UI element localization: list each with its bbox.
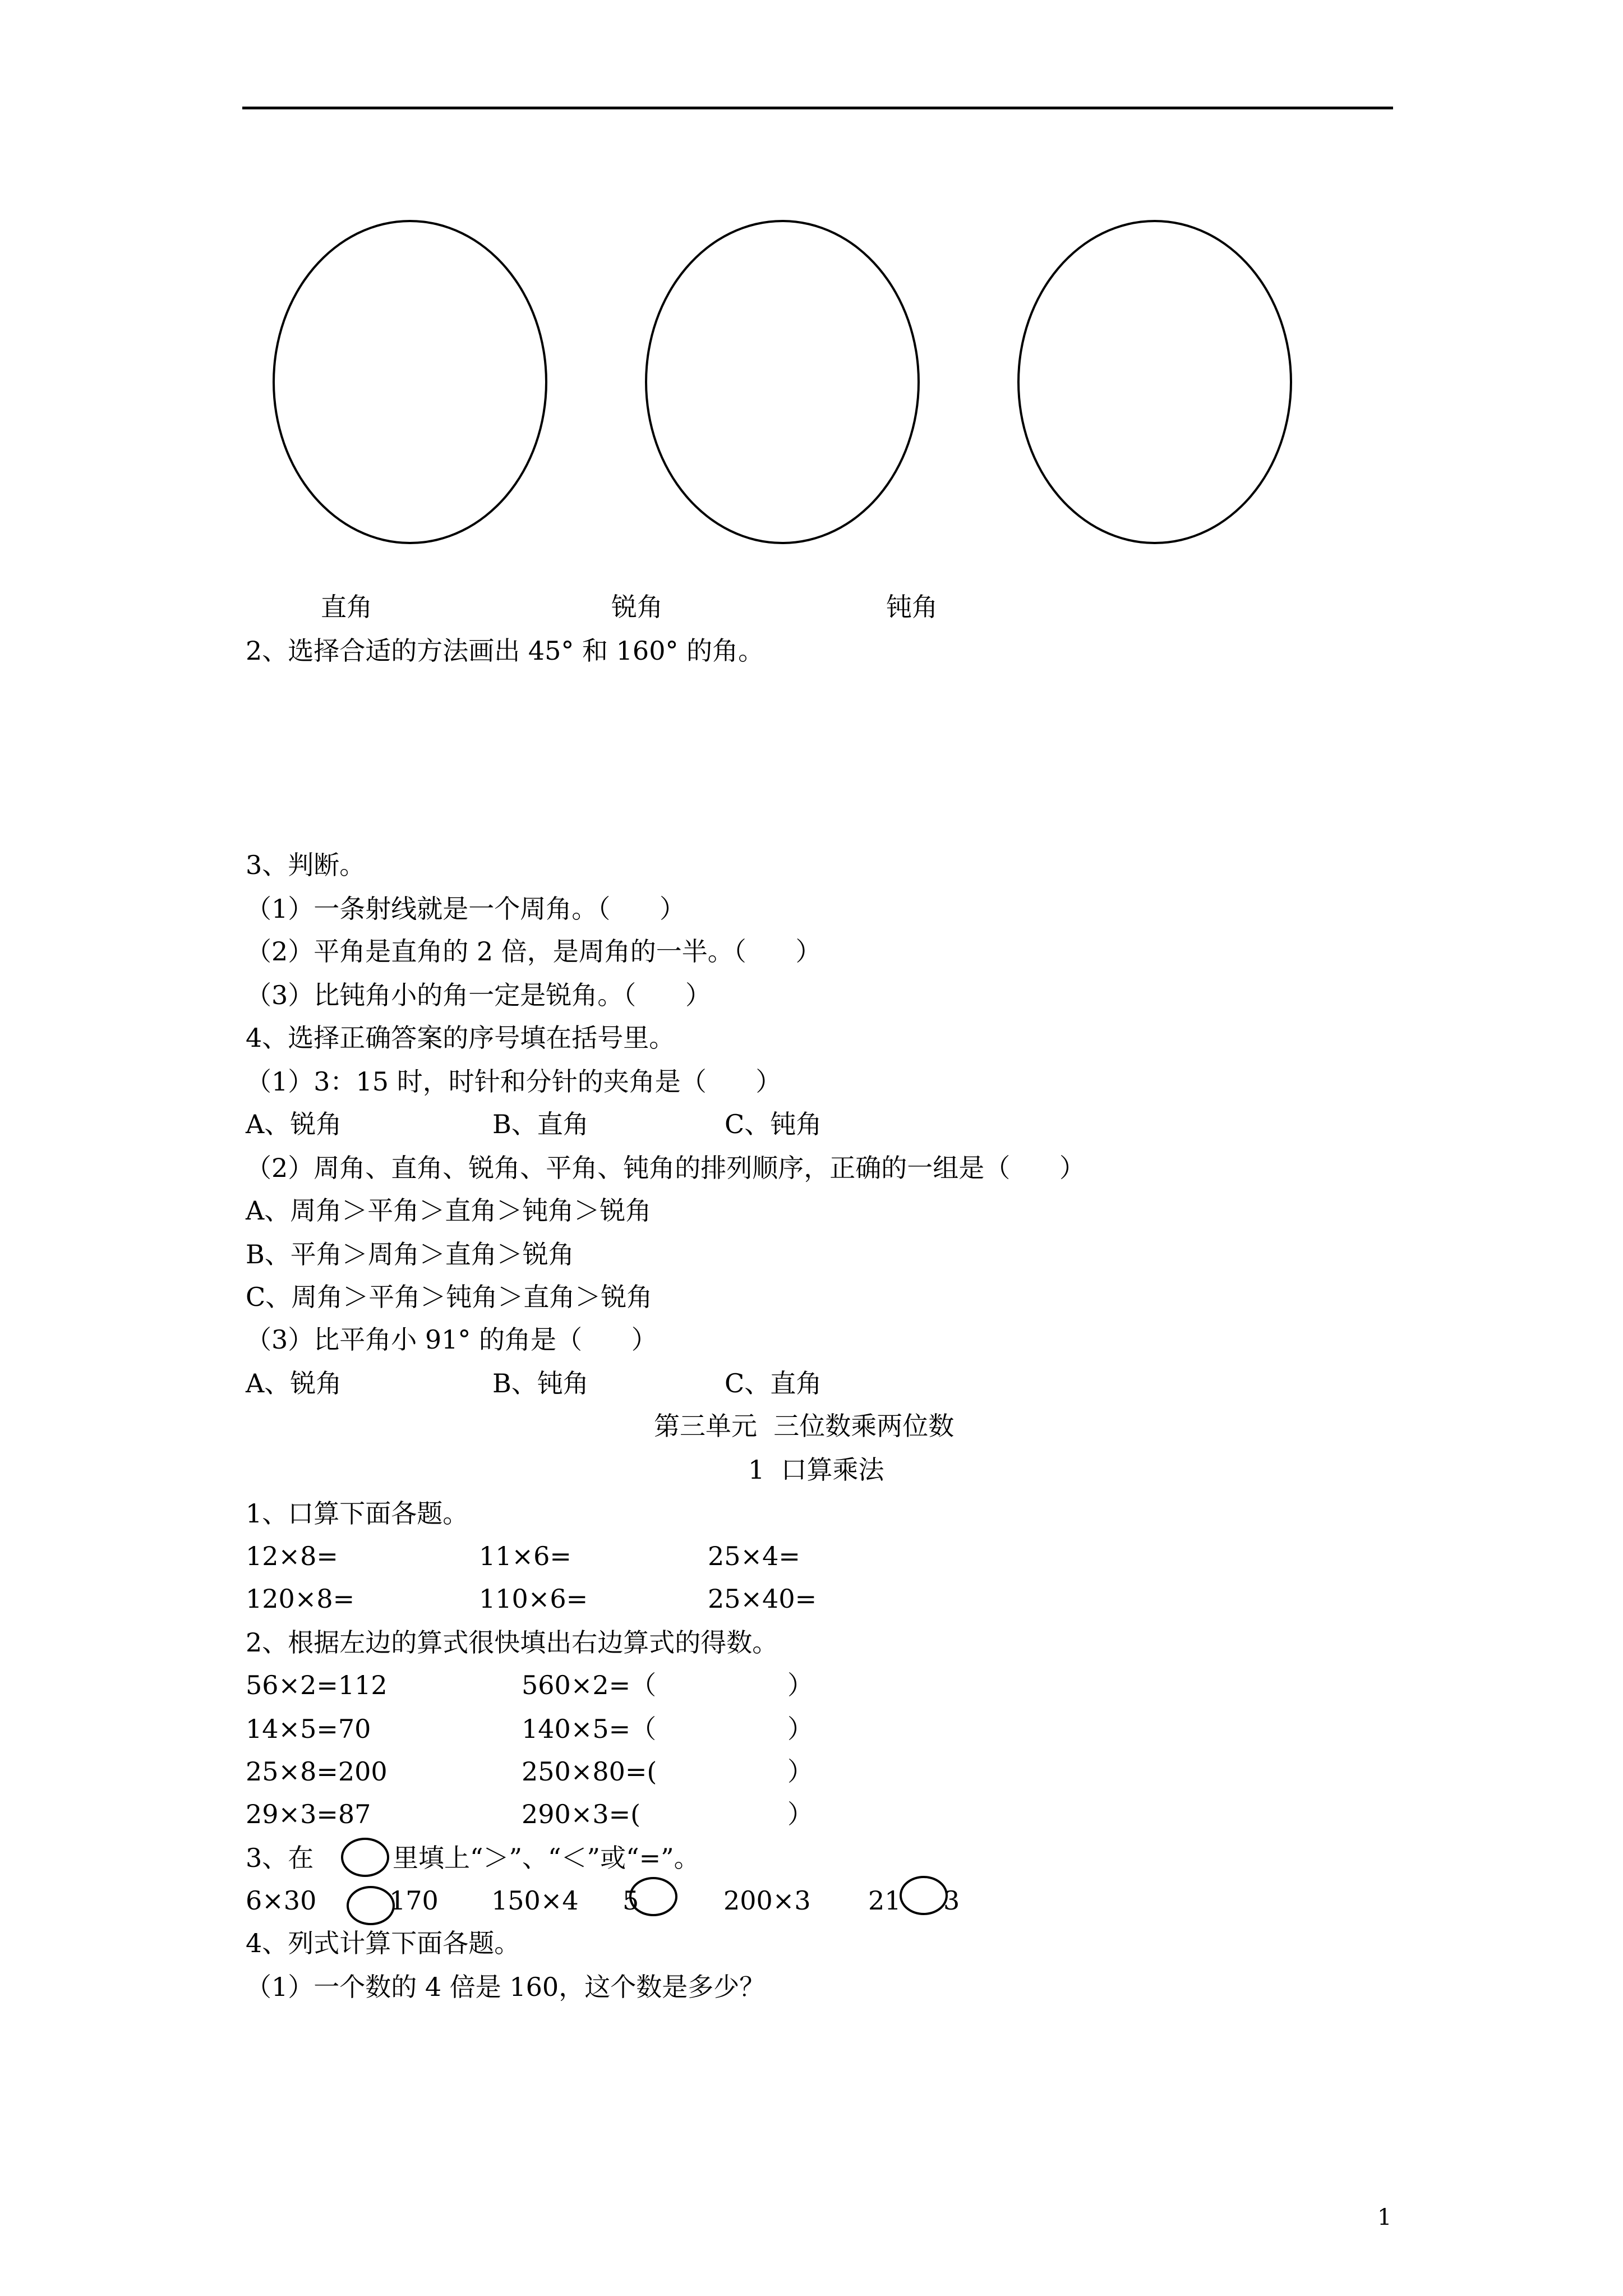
s2-r4-close: ） (787, 1799, 813, 1829)
q4-title: 4、选择正确答案的序号填在括号里。 (246, 1023, 675, 1053)
q3-item-2: （2）平角是直角的 2 倍，是周角的一半。（ ） (246, 936, 822, 967)
q3-item-1: （1）一条射线就是一个周角。（ ） (246, 894, 685, 924)
s3-expr-4: 5 (623, 1885, 639, 1916)
oval-right-angle (273, 220, 547, 544)
s3-circle-1[interactable] (347, 1886, 395, 1925)
s3-expr-7: 3 (943, 1885, 960, 1916)
q4-sub1: （1）3：15 时，时针和分针的夹角是（ ） (246, 1066, 782, 1097)
oval-obtuse-angle (1017, 220, 1292, 544)
s2-r4-left: 29×3=87 (246, 1799, 371, 1829)
header-rule (242, 107, 1393, 109)
s1-r2-c2: 110×6= (479, 1584, 588, 1614)
s3-expr-5: 200×3 (723, 1885, 811, 1916)
s3-circle-3[interactable] (900, 1876, 948, 1915)
s2-r2-close: ） (787, 1714, 813, 1744)
s2-r1-left: 56×2=112 (246, 1670, 388, 1700)
s1-r2-c3: 25×40= (708, 1584, 817, 1614)
q4-sub2-opt-c: C、周角＞平角＞钝角＞直角＞锐角 (246, 1282, 653, 1312)
s3-expr-3: 150×4 (491, 1885, 579, 1916)
s1-r1-c2: 11×6= (479, 1541, 571, 1571)
s1-r1-c3: 25×4= (708, 1541, 800, 1571)
s3-title-a: 3、在 (246, 1843, 314, 1873)
q4-sub3-opt-a: A、锐角 (246, 1368, 342, 1398)
page-number: 1 (1377, 2205, 1392, 2230)
label-acute-angle: 锐角 (611, 592, 663, 622)
unit-subtitle: 1 口算乘法 (748, 1455, 884, 1485)
s3-circle-2[interactable] (629, 1877, 677, 1916)
s1-title: 1、口算下面各题。 (246, 1498, 469, 1529)
q4-sub2-opt-b: B、平角＞周角＞直角＞锐角 (246, 1239, 574, 1269)
s2-r4-right: 290×3=( (522, 1799, 641, 1829)
s4-item-1: （1）一个数的 4 倍是 160，这个数是多少？ (246, 1972, 766, 2002)
q4-sub2-opt-a: A、周角＞平角＞直角＞钝角＞锐角 (246, 1195, 652, 1226)
s1-r1-c1: 12×8= (246, 1541, 338, 1571)
s3-expr-1: 6×30 (246, 1885, 317, 1916)
label-obtuse-angle: 钝角 (886, 592, 938, 622)
s1-r2-c1: 120×8= (246, 1584, 355, 1614)
q4-sub3-opt-b: B、钝角 (492, 1368, 589, 1398)
q3-title: 3、判断。 (246, 850, 366, 880)
s3-title-b: 里填上“＞”、“＜”或“=”。 (393, 1843, 700, 1873)
label-right-angle: 直角 (321, 592, 372, 622)
s2-r1-close: ） (787, 1670, 813, 1700)
q4-sub2: （2）周角、直角、锐角、平角、钝角的排列顺序，正确的一组是（ ） (246, 1153, 1085, 1183)
q4-sub3-opt-c: C、直角 (725, 1368, 822, 1398)
q4-sub1-opt-a: A、锐角 (246, 1109, 342, 1139)
s2-r1-right: 560×2=（ (522, 1670, 657, 1700)
s2-r2-left: 14×5=70 (246, 1714, 371, 1744)
s2-title: 2、根据左边的算式很快填出右边算式的得数。 (246, 1627, 778, 1658)
q4-sub1-opt-c: C、钝角 (725, 1109, 822, 1139)
q3-item-3: （3）比钝角小的角一定是锐角。（ ） (246, 980, 711, 1010)
q2-text: 2、选择合适的方法画出 45° 和 160° 的角。 (246, 636, 764, 666)
q4-sub1-opt-b: B、直角 (492, 1109, 589, 1139)
s3-expr-6: 21 (868, 1885, 901, 1916)
s2-r2-right: 140×5=（ (522, 1714, 657, 1744)
s4-title: 4、列式计算下面各题。 (246, 1928, 520, 1958)
s2-r3-left: 25×8=200 (246, 1756, 388, 1787)
oval-acute-angle (645, 220, 920, 544)
unit-title: 第三单元 三位数乘两位数 (654, 1411, 955, 1441)
s2-r3-right: 250×80=( (522, 1756, 657, 1787)
q4-sub3: （3）比平角小 91° 的角是（ ） (246, 1324, 657, 1355)
s3-title-circle (341, 1838, 389, 1877)
s3-expr-2: 170 (389, 1885, 439, 1916)
s2-r3-close: ） (787, 1756, 813, 1787)
